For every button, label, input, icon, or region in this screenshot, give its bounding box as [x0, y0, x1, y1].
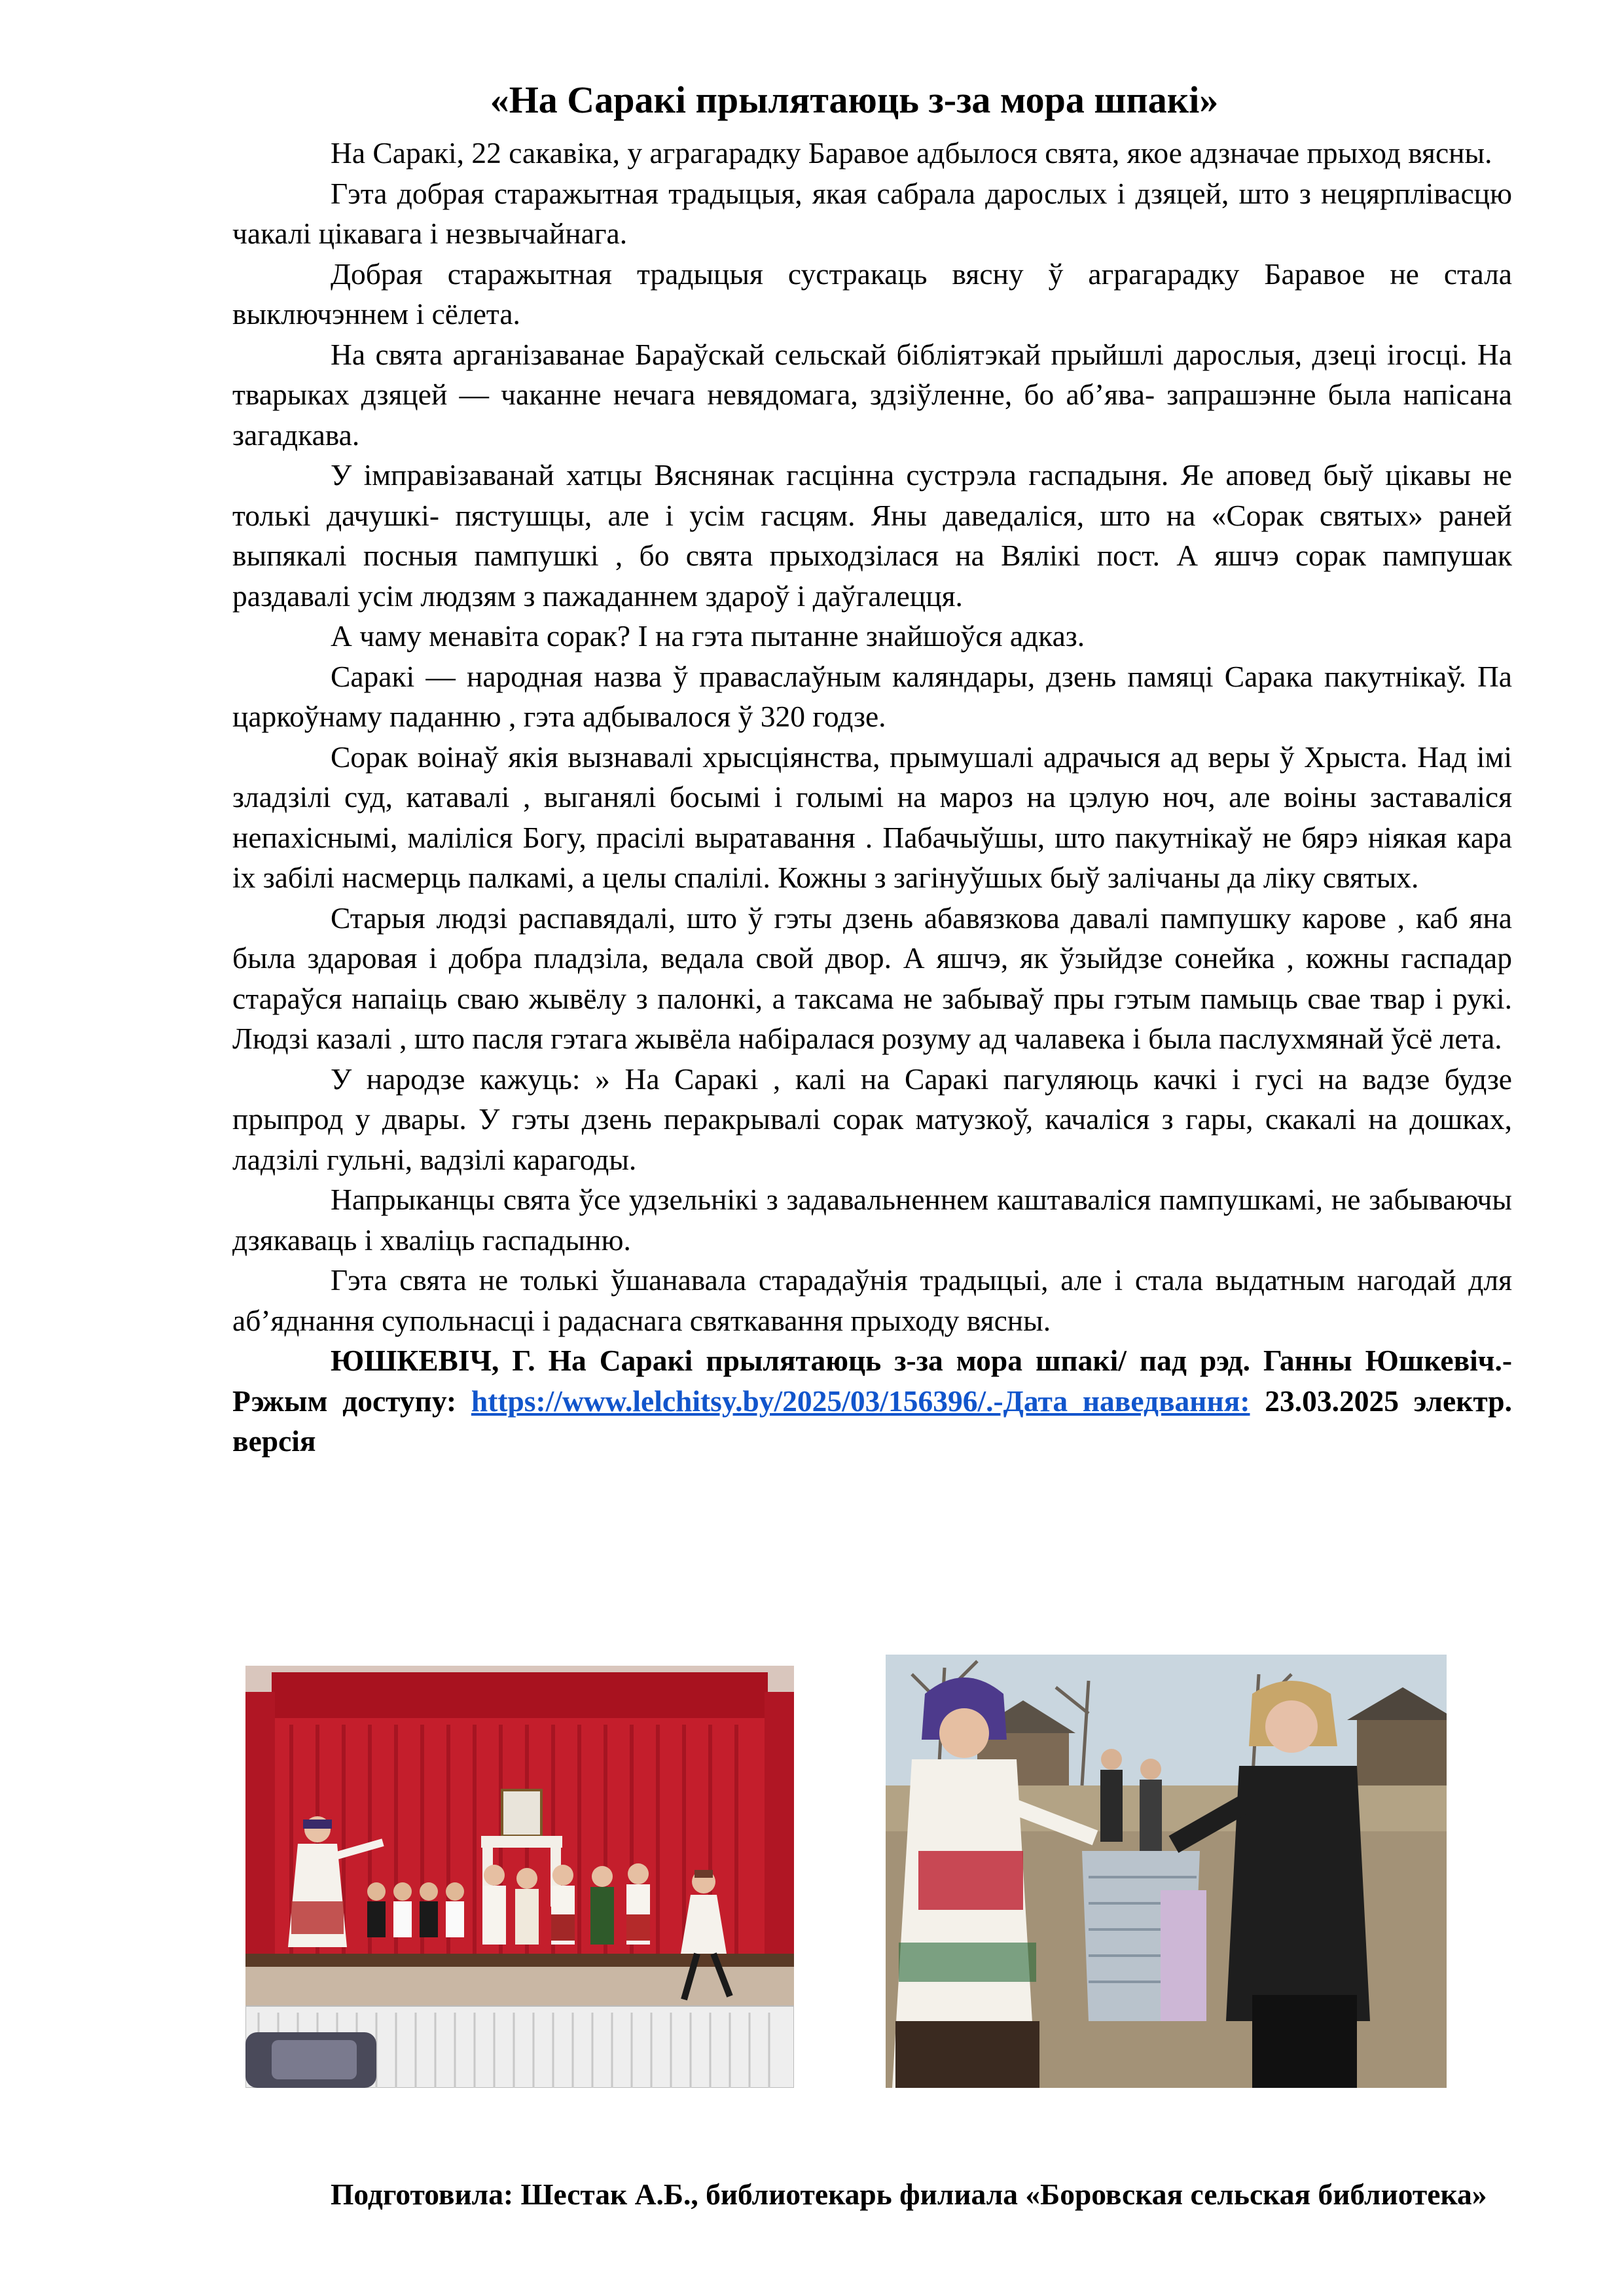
- paragraph: Гэта добрая старажытная традыцыя, якая сабрала дарослых і дзяцей, што з нецярплівасцю чакалі цікавага і незвычайнага.: [232, 176, 1512, 250]
- paragraph: Старыя людзі распавядалі, што ў гэты дзень абавязкова давалі пампушку карове , каб яна была здаровая і добра пладзіла, ведала свой двор. А яшчэ, як ўзыйдзе сонейка , кожны гаспадар стараўся напаіць сваю жывёлу з палонкі, а таксама не забываў пры гэтым памыць свае твар і рукі. Людзі казалі , што пасля гэтага жывёла набіралася розуму ад чалавека і была паслухмянай ўсё лета.: [232, 901, 1512, 1055]
- signature-text: Подготовила: Шестак А.Б., библиотекарь филиала «Боровская сельская библиотека»: [331, 2178, 1487, 2211]
- article-title: «На Саракі прылятаюць з-за мора шпакі»: [490, 79, 1219, 121]
- stage-performance-photo: [245, 1666, 794, 2088]
- paragraph: Саракі — народная назва ў праваслаўным каляндары, дзень памяці Сарака пакутнікаў. Па царкоўнаму паданню , гэта адбывалося ў 320 годзе.: [232, 659, 1512, 733]
- paragraph: Гэта свята не толькі ўшанавала старадаўнія традыцыі, але і стала выдатным нагодай для аб’яднання супольнасці і радаснага святкавання прыходу вясны.: [232, 1263, 1512, 1337]
- paragraph: Добрая старажытная традыцыя сустракаць вясну ў аграгарадку Баравое не стала выключэннем і сёлета.: [232, 257, 1512, 331]
- citation: [232, 1340, 1512, 1462]
- signature-block: [232, 2174, 1512, 2215]
- paragraph: А чаму менавіта сорак? І на гэта пытанне знайшоўся адказ.: [331, 619, 1085, 653]
- outdoor-village-photo: [886, 1655, 1447, 2088]
- citation-link[interactable]: https://www.lelchitsy.by/2025/03/156396/.-Дата наведвання:: [471, 1384, 1250, 1418]
- paragraph: Напрыканцы свята ўсе удзельнікі з задавальненнем каштаваліся пампушкамі, не забываючы дзякаваць і хваліць гаспадыню.: [232, 1183, 1512, 1257]
- paragraph: На свята арганізаванае Бараўскай сельскай бібліятэкай прыйшлі дарослыя, дзеці ігосці. На тварыках дзяцей — чаканне нечага невядомага, здзіўленне, бо аб’ява- запрашэнне была напісана загадкава.: [232, 337, 1512, 452]
- paragraph: У народзе кажуць: » На Саракі , калі на Саракі пагуляюць качкі і гусі на вадзе будзе прыпрод у двары. У гэты дзень перакрывалі сорак матузкоў, качаліся з гары, скакалі на дошках, ладзілі гульні, вадзілі карагоды.: [232, 1062, 1512, 1176]
- article-body: [232, 133, 1512, 1462]
- paragraph: У імправізаванай хатцы Вяснянак гасцінна сустрэла гаспадыня. Яе аповед быў цікавы не толькі дачушкі- пястушцы, але і усім гасцям. Яны даведаліся, што на «Сорак святых» раней выпякалі посныя пампушкі , бо свята прыходзілася на Вялікі пост. А яшчэ сорак пампушак раздавалі усім людзям з пажаданнем здароў і даўгалецця.: [232, 458, 1512, 613]
- citation-prefix: ЮШКЕВІЧ, Г. На Саракі прылятаюць з-за мора шпакі/ пад рэд. Ганны Юшкевіч.-Рэжым доступу:: [232, 1344, 1512, 1418]
- paragraph: На Саракі, 22 сакавіка, у аграгарадку Баравое адбылося свята, якое адзначае прыход вясны.: [331, 136, 1492, 170]
- paragraph: Сорак воінаў якія вызнавалі хрысціянства, прымушалі адрачыся ад веры ў Хрыста. Над імі зладзілі суд, катавалі , выганялі босымі і голымі на мароз на цэлую ноч, але воіны заставаліся непахіснымі, маліліся Богу, прасілі выратавання . Пабачыўшы, што пакутнікаў не бярэ ніякая кара іх забілі насмерць палкамі, а целы спалілі. Кожны з загінуўшых быў залічаны да ліку святых.: [232, 740, 1512, 894]
- outdoor-photo-illustration: [886, 1655, 1447, 2088]
- citation-suffix: 23.03.2025 электр. версія: [232, 1384, 1512, 1458]
- stage-photo-illustration: [245, 1666, 794, 2088]
